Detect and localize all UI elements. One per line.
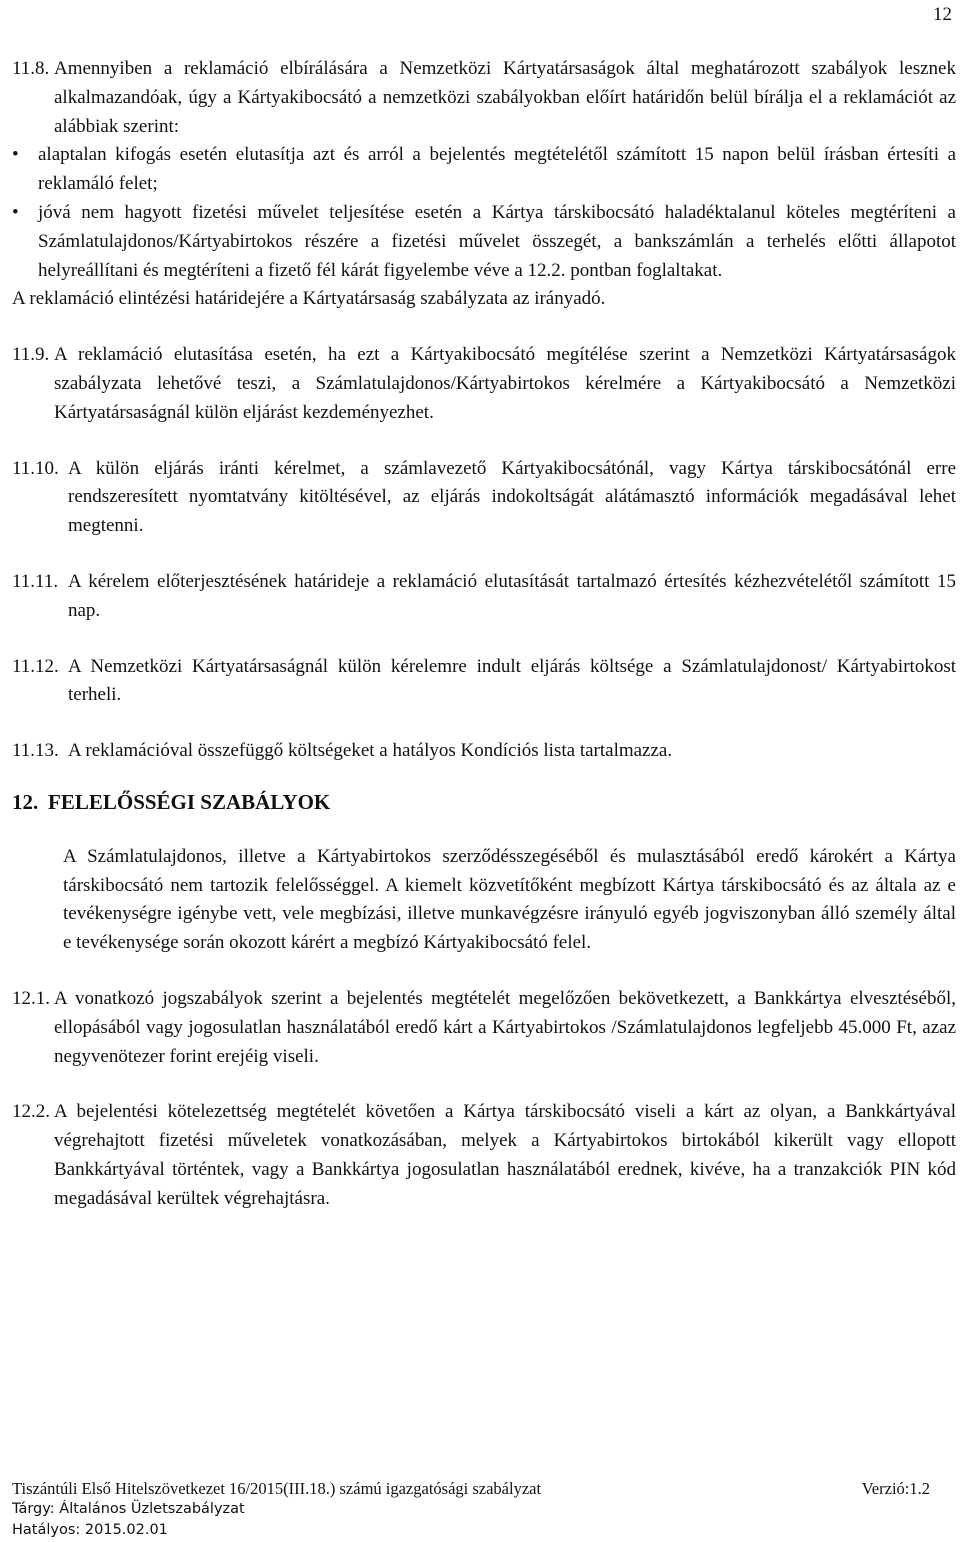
bullet-item (12, 141, 956, 199)
section-number: 11.9. (12, 344, 50, 366)
document-body (12, 55, 956, 1214)
bullet-text: alaptalan kifogás esetén elutasítja azt és arról a bejelentés megtételétől számított 15 napon belül írásban értesíti a reklamáló felet; (38, 144, 956, 195)
section-text: A külön eljárás iránti kérelmet, a számlavezető Kártyakibocsátónál, vagy Kártya társkibocsátónál erre rendszeresített nyomtatvány kitöltésével, az eljárás indokoltságát alátámasztó információk megadásával lehet megtenni. (68, 457, 956, 537)
section-11-10 (12, 455, 956, 541)
section-text: A Nemzetközi Kártyatársaságnál külön kérelemre indult eljárás költsége a Számlatulajdonost/ Kártyabirtokost terheli. (68, 655, 956, 706)
section-11-12 (12, 653, 956, 711)
section-text: A kérelem előterjesztésének határideje a reklamáció elutasítását tartalmazó értesítés kézhezvételétől számított 15 nap. (68, 570, 956, 621)
section-11-9 (12, 341, 956, 427)
page-number: 12 (933, 4, 952, 25)
section-number: 11.8. (12, 58, 50, 79)
section-text: A reklamációval összefüggő költségeket a hatályos Kondíciós lista tartalmazza. (68, 740, 673, 762)
footer-subject: Tárgy: Általános Üzletszabályzat (12, 1501, 245, 1517)
bullet-item (12, 199, 956, 285)
section-11-11 (12, 568, 956, 626)
section-number: 11.10. (12, 457, 59, 479)
bullet-icon: • (12, 201, 19, 223)
page-footer (12, 1478, 930, 1541)
chapter-heading (12, 788, 956, 817)
section-11-13 (12, 737, 956, 766)
footer-effective-date: Hatályos: 2015.02.01 (12, 1522, 168, 1538)
chapter-intro-text: A Számlatulajdonos, illetve a Kártyabirtokos szerződésszegéséből és mulasztásából eredő károkért a Kártya társkibocsátó nem tartozik felelősséggel. A kiemelt közvetítőként megbízott Kártya társkibocsátó és az általa az e tevékenységre igénybe vett, vele megbízási, illetve munkavégzésre irányuló egyéb jogviszonyban álló személy által e tevékenysége során okozott kárért a megbízó Kártyakibocsátó felel. (63, 845, 956, 954)
bullet-icon: • (12, 144, 19, 166)
chapter-intro (12, 843, 956, 958)
section-12-1 (12, 985, 956, 1071)
section-body (54, 55, 956, 141)
section-12-2 (12, 1098, 956, 1213)
section-text: A reklamáció elutasítása esetén, ha ezt a Kártyakibocsátó megítélése szerint a Nemzetközi Kártyatársaságok szabályzata lehetővé teszi, a Számlatulajdonos/Kártyabirtokos kérelmére a Kártyakibocsátó a Nemzetközi Kártyatársaságnál külön eljárást kezdeményezhet. (54, 344, 956, 423)
section-closing: A reklamáció elintézési határidejére a Kártyatársaság szabályzata az irányadó. (12, 288, 606, 310)
section-number: 12.1. (12, 987, 50, 1009)
section-text: A vonatkozó jogszabályok szerint a bejelentés megtételét megelőzően bekövetkezett, a Bankkártya elvesztéséből, ellopásából vagy jogosulatlan használatából eredő kárt a Kártyabirtokos /Számlatulajdonos legfeljebb 45.000 Ft, azaz negyvenötezer forint erejéig viseli. (54, 987, 956, 1067)
chapter-title: FELELŐSSÉGI SZABÁLYOK (48, 789, 331, 814)
footer-regulation: Tiszántúli Első Hitelszövetkezet 16/2015(III.18.) számú igazgatósági szabályzat (12, 1479, 542, 1498)
section-11-8 (12, 55, 956, 141)
section-number: 12.2. (12, 1101, 50, 1123)
section-number: 11.13. (12, 740, 59, 762)
bullet-text: jóvá nem hagyott fizetési művelet teljesítése esetén a Kártya társkibocsátó haladéktalanul köteles megtéríteni a Számlatulajdonos/Kártyabirtokos részére a fizetési művelet összegét, a bankszámlán a terhelés előtti állapotot helyreállítani és megtéríteni a fizető fél kárát figyelembe véve a 12.2. pontban foglaltakat. (38, 201, 956, 281)
section-intro: Amennyiben a reklamáció elbírálására a Nemzetközi Kártyatársaságok által meghatározott szabályok lesznek alkalmazandóak, úgy a Kártyakibocsátó a nemzetközi szabályokban előírt határidőn belül bírálja el a reklamációt az alábbiak szerint: (54, 58, 956, 137)
footer-version: Verzió:1.2 (861, 1479, 930, 1498)
section-number: 11.12. (12, 655, 59, 677)
chapter-number: 12. (12, 789, 39, 814)
section-text: A bejelentési kötelezettség megtételét követően a Kártya társkibocsátó viseli a kárt az olyan, a Bankkártyával végrehajtott fizetési műveletek vonatkozásában, melyek a Kártyabirtokos birtokából kikerült vagy ellopott Bankkártyával történtek, vagy a Bankkártya jogosulatlan használatából erednek, kivéve, ha a tranzakciók PIN kód megadásával kerültek végrehajtásra. (54, 1101, 956, 1209)
section-number: 11.11. (12, 570, 59, 592)
